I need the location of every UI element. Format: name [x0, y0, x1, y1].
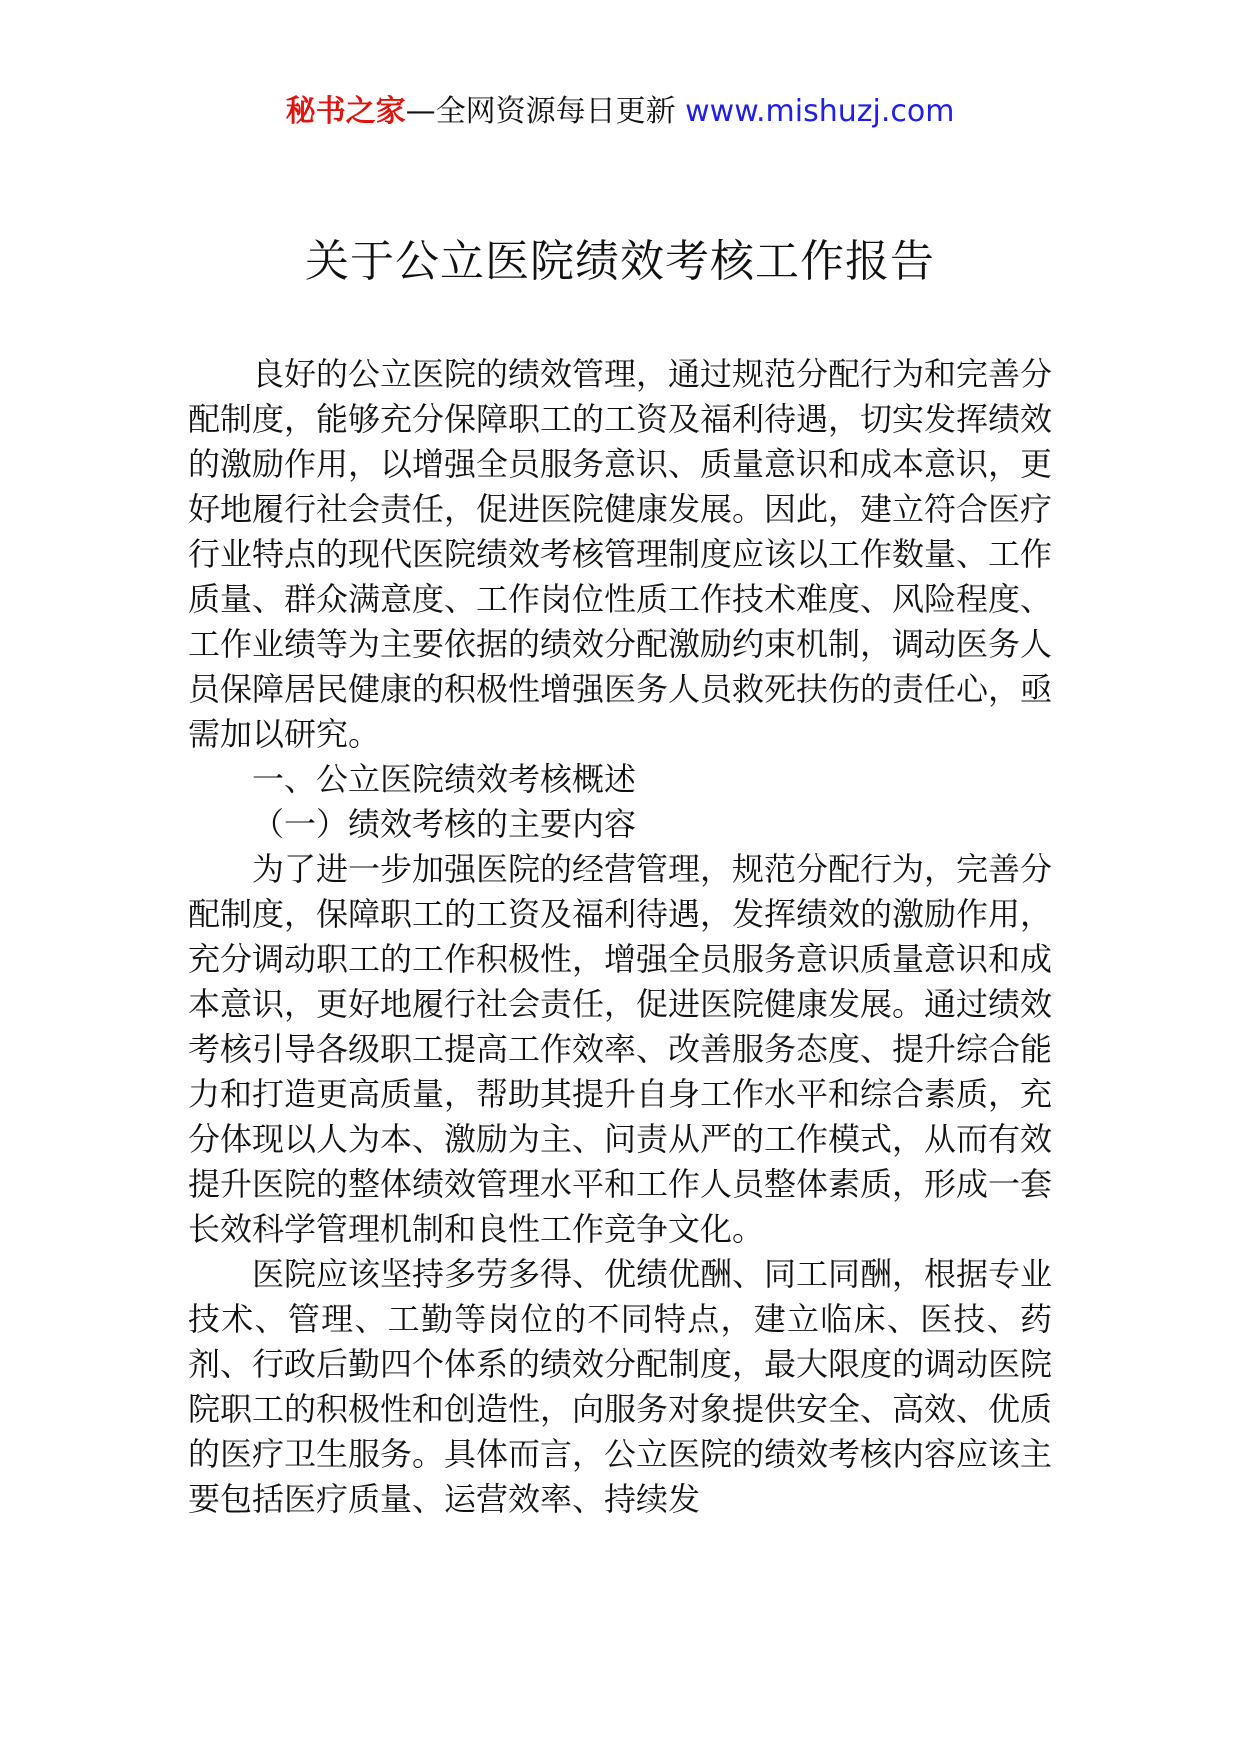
document-title: 关于公立医院绩效考核工作报告 — [305, 236, 935, 287]
subsection-heading-1-1: （一）绩效考核的主要内容 — [252, 805, 637, 843]
document-body — [188, 352, 1052, 1522]
header-slogan: —全网资源每日更新 — [405, 94, 686, 129]
body-paragraph-content: 医院应该坚持多劳多得、优绩优酬、同工同酬，根据专业技术、管理、工勤等岗位的不同特点，建立临床、医技、药剂、行政后勤四个体系的绩效分配制度，最大限度的调动医院院职工的积极性和创造性，向服务对象提供安全、高效、优质的医疗卫生服务。具体而言，公立医院的绩效考核内容应该主要包括医疗质量、运营效率、持续发 — [188, 1255, 1053, 1518]
body-paragraph-purpose: 为了进一步加强医院的经营管理，规范分配行为，完善分配制度，保障职工的工资及福利待遇，发挥绩效的激励作用，充分调动职工的工作积极性，增强全员服务意识质量意识和成本意识，更好地履行社会责任，促进医院健康发展。通过绩效考核引导各级职工提高工作效率、改善服务态度、提升综合能力和打造更高质量，帮助其提升自身工作水平和综合素质，充分体现以人为本、激励为主、问责从严的工作模式，从而有效提升医院的整体绩效管理水平和工作人员整体素质，形成一套长效科学管理机制和良性工作竞争文化。 — [188, 850, 1053, 1248]
intro-paragraph: 良好的公立医院的绩效管理，通过规范分配行为和完善分配制度，能够充分保障职工的工资及福利待遇，切实发挥绩效的激励作用，以增强全员服务意识、质量意识和成本意识，更好地履行社会责任，促进医院健康发展。因此，建立符合医疗行业特点的现代医院绩效考核管理制度应该以工作数量、工作质量、群众满意度、工作岗位性质工作技术难度、风险程度、工作业绩等为主要依据的绩效分配激励约束机制，调动医务人员保障居民健康的积极性增强医务人员救死扶伤的责任心，亟需加以研究。 — [188, 355, 1053, 753]
site-url-link[interactable]: www.mishuzj.com — [685, 94, 955, 129]
section-heading-1: 一、公立医院绩效考核概述 — [252, 760, 637, 798]
brand-name: 秘书之家 — [285, 94, 406, 129]
header-banner — [0, 92, 1240, 132]
